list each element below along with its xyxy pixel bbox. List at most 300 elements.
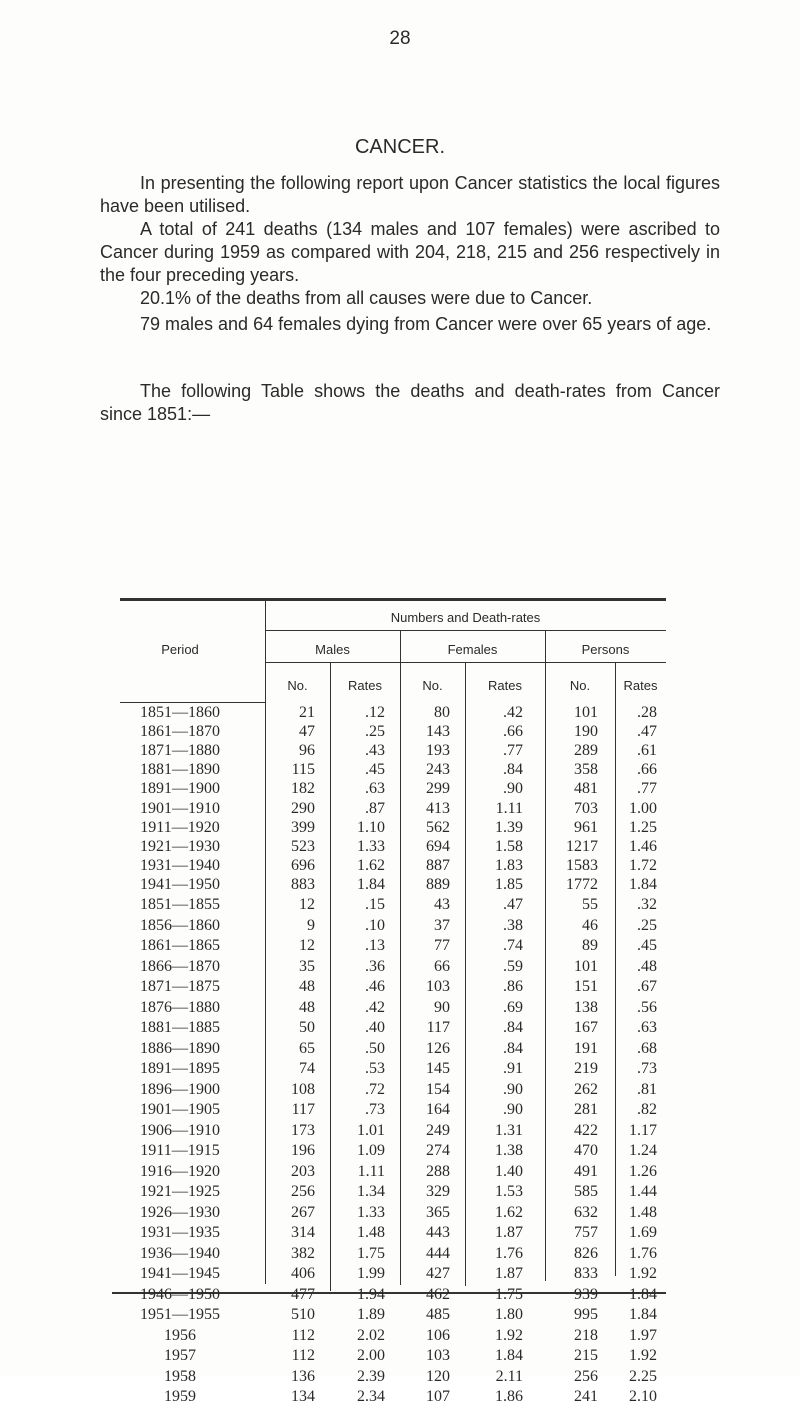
females-no-cell: 66 xyxy=(434,957,450,975)
males-no-cell: 50 xyxy=(299,1019,315,1036)
females-no-cell: 299 xyxy=(426,780,450,798)
females-rate-cell: .74 xyxy=(503,937,523,954)
period-cell: 1901—1910 xyxy=(140,799,220,817)
period-cell: 1956 xyxy=(164,1326,196,1344)
males-no-cell: 74 xyxy=(299,1060,315,1077)
females-no-cell: 77 xyxy=(434,937,450,954)
period-cell: 1886—1890 xyxy=(140,1039,220,1057)
males-no-cell: 203 xyxy=(291,1162,315,1180)
males-rate-cell: 1.09 xyxy=(357,1142,385,1159)
persons-rate-cell: 1.92 xyxy=(629,1347,657,1364)
males-no-cell: 117 xyxy=(291,1101,315,1118)
females-no-cell: 427 xyxy=(426,1265,450,1282)
females-rate-cell: 1.31 xyxy=(495,1121,523,1139)
period-cell: 1931—1935 xyxy=(140,1224,220,1241)
males-no-cell: 108 xyxy=(291,1080,315,1098)
females-no-cell: 80 xyxy=(434,704,450,721)
period-cell: 1946—1950 xyxy=(140,1285,220,1303)
females-rate-cell: 1.87 xyxy=(495,1224,523,1241)
males-no-cell: 267 xyxy=(291,1203,315,1221)
females-no-cell: 889 xyxy=(426,875,450,893)
males-no-cell: 134 xyxy=(291,1388,315,1405)
paragraph: 79 males and 64 females dying from Cancer were over 65 years of age. xyxy=(140,314,712,334)
females-no-cell: 117 xyxy=(426,1019,450,1036)
females-rate-cell: 1.38 xyxy=(495,1142,523,1159)
females-rate-cell: .90 xyxy=(503,1101,523,1118)
females-rate-cell: .66 xyxy=(503,723,523,741)
males-no-cell: 112 xyxy=(291,1347,315,1364)
table-row xyxy=(120,704,666,723)
persons-rate-cell: 1.00 xyxy=(629,799,657,817)
males-no-cell: 182 xyxy=(291,780,315,798)
persons-no-cell: 151 xyxy=(574,978,598,995)
females-rate-cell: 1.87 xyxy=(495,1265,523,1282)
table-row xyxy=(120,761,666,780)
females-no-cell: 37 xyxy=(434,916,450,934)
females-rates-header: Rates xyxy=(488,678,522,693)
males-no-cell: 290 xyxy=(291,799,315,817)
males-no-cell: 12 xyxy=(299,896,315,913)
males-no-cell: 477 xyxy=(291,1285,315,1303)
persons-no-cell: 961 xyxy=(574,818,598,836)
males-rate-cell: 1.01 xyxy=(357,1121,385,1139)
table-row xyxy=(120,1368,666,1387)
females-rate-cell: 1.58 xyxy=(495,837,523,855)
persons-rate-cell: .66 xyxy=(637,761,657,779)
females-rate-cell: 1.80 xyxy=(495,1306,523,1323)
persons-no-cell: 46 xyxy=(582,916,598,934)
females-no-cell: 694 xyxy=(426,837,450,855)
males-no-cell: 35 xyxy=(299,957,315,975)
males-rate-cell: .50 xyxy=(365,1039,385,1057)
table-row xyxy=(120,978,666,997)
females-no-cell: 288 xyxy=(426,1162,450,1180)
persons-no-cell: 55 xyxy=(582,896,598,913)
males-rate-cell: 1.11 xyxy=(357,1162,385,1180)
females-rate-cell: 1.40 xyxy=(495,1162,523,1180)
table-row xyxy=(120,1388,666,1407)
females-no-cell: 107 xyxy=(426,1388,450,1405)
males-no-cell: 314 xyxy=(291,1224,315,1241)
females-rate-cell: 1.76 xyxy=(495,1244,523,1262)
males-no-cell: 112 xyxy=(291,1326,315,1344)
males-no-cell: 523 xyxy=(291,837,315,855)
males-rate-cell: .73 xyxy=(365,1101,385,1118)
page-number: 28 xyxy=(389,28,411,49)
females-no-cell: 126 xyxy=(426,1039,450,1057)
females-no-cell: 887 xyxy=(426,856,450,874)
period-cell: 1876—1880 xyxy=(140,998,220,1016)
males-rate-cell: 1.33 xyxy=(357,1203,385,1221)
females-rate-cell: .38 xyxy=(503,916,523,934)
persons-rate-cell: .68 xyxy=(637,1039,657,1057)
persons-rate-cell: 1.84 xyxy=(629,875,657,893)
persons-no-cell: 470 xyxy=(574,1142,598,1159)
table-row xyxy=(120,819,666,838)
females-no-cell: 164 xyxy=(426,1101,450,1118)
persons-no-cell: 262 xyxy=(574,1080,598,1098)
persons-rate-cell: 1.72 xyxy=(629,856,657,874)
persons-rate-cell: 1.26 xyxy=(629,1162,657,1180)
period-cell: 1911—1920 xyxy=(140,818,220,836)
persons-rate-cell: 1.76 xyxy=(629,1244,657,1262)
persons-no-cell: 491 xyxy=(574,1162,598,1180)
period-cell: 1851—1860 xyxy=(140,704,220,721)
females-no-cell: 43 xyxy=(434,896,450,913)
persons-rate-cell: .77 xyxy=(637,780,657,798)
period-cell: 1871—1880 xyxy=(140,742,220,760)
females-no-cell: 106 xyxy=(426,1326,450,1344)
females-rate-cell: .69 xyxy=(503,998,523,1016)
males-no-cell: 883 xyxy=(291,875,315,893)
persons-no-cell: 757 xyxy=(574,1224,598,1241)
females-no-cell: 443 xyxy=(426,1224,450,1241)
females-rate-cell: .42 xyxy=(503,704,523,721)
persons-rate-cell: .28 xyxy=(637,704,657,721)
persons-rate-cell: 1.17 xyxy=(629,1121,657,1139)
persons-rate-cell: 1.84 xyxy=(629,1285,657,1303)
females-rate-cell: 2.11 xyxy=(495,1367,523,1385)
period-cell: 1926—1930 xyxy=(140,1203,220,1221)
males-no-cell: 256 xyxy=(291,1183,315,1200)
males-rate-cell: 1.48 xyxy=(357,1224,385,1241)
males-rate-cell: 2.34 xyxy=(357,1388,385,1405)
males-rate-cell: .36 xyxy=(365,957,385,975)
persons-rate-cell: .81 xyxy=(637,1080,657,1098)
females-rate-cell: .90 xyxy=(503,1080,523,1098)
table-row xyxy=(120,1327,666,1346)
table-row xyxy=(120,1163,666,1182)
persons-rate-cell: .25 xyxy=(637,916,657,934)
females-rate-cell: 1.75 xyxy=(495,1285,523,1303)
persons-rate-cell: 1.92 xyxy=(629,1265,657,1282)
period-header: Period xyxy=(161,642,199,657)
males-no-cell: 136 xyxy=(291,1367,315,1385)
persons-no-cell: 358 xyxy=(574,761,598,779)
persons-rate-cell: 2.25 xyxy=(629,1367,657,1385)
males-no-cell: 9 xyxy=(307,916,315,934)
persons-rate-cell: .45 xyxy=(637,937,657,954)
persons-no-cell: 826 xyxy=(574,1244,598,1262)
females-no-cell: 562 xyxy=(426,818,450,836)
females-no-cell: 90 xyxy=(434,998,450,1016)
persons-no-cell: 101 xyxy=(574,957,598,975)
period-cell: 1881—1885 xyxy=(140,1019,220,1036)
males-rate-cell: .12 xyxy=(365,704,385,721)
persons-rate-cell: 1.25 xyxy=(629,818,657,836)
period-cell: 1851—1855 xyxy=(140,896,220,913)
period-cell: 1951—1955 xyxy=(140,1306,220,1323)
females-rate-cell: 1.92 xyxy=(495,1326,523,1344)
persons-rate-cell: 1.44 xyxy=(629,1183,657,1200)
males-no-cell: 173 xyxy=(291,1121,315,1139)
females-rate-cell: 1.84 xyxy=(495,1347,523,1364)
males-rates-header: Rates xyxy=(348,678,382,693)
males-no-cell: 65 xyxy=(299,1039,315,1057)
males-no-cell: 399 xyxy=(291,818,315,836)
period-cell: 1906—1910 xyxy=(140,1121,220,1139)
females-no-cell: 485 xyxy=(426,1306,450,1323)
header-rule xyxy=(265,630,666,631)
females-rate-cell: 1.83 xyxy=(495,856,523,874)
persons-rate-cell: .56 xyxy=(637,998,657,1016)
paragraph: 20.1% of the deaths from all causes were due to Cancer. xyxy=(140,288,593,308)
males-no-cell: 96 xyxy=(299,742,315,760)
males-rate-cell: .43 xyxy=(365,742,385,760)
females-rate-cell: 1.62 xyxy=(495,1203,523,1221)
males-no-cell: 196 xyxy=(291,1142,315,1159)
females-rate-cell: 1.85 xyxy=(495,875,523,893)
males-no-header: No. xyxy=(287,678,308,693)
females-no-cell: 143 xyxy=(426,723,450,741)
persons-rate-cell: 1.69 xyxy=(629,1224,657,1241)
females-rate-cell: 1.86 xyxy=(495,1388,523,1405)
persons-no-header: No. xyxy=(569,678,591,693)
females-no-cell: 243 xyxy=(426,761,450,779)
males-no-cell: 696 xyxy=(291,856,315,874)
males-rate-cell: 1.33 xyxy=(357,837,385,855)
persons-no-cell: 939 xyxy=(574,1285,598,1303)
males-no-cell: 12 xyxy=(299,937,315,954)
persons-no-cell: 101 xyxy=(574,704,598,721)
table-row xyxy=(120,723,666,742)
males-rate-cell: 1.10 xyxy=(357,818,385,836)
persons-no-cell: 241 xyxy=(574,1388,598,1405)
persons-rate-cell: 2.10 xyxy=(629,1388,657,1405)
persons-rate-cell: .73 xyxy=(637,1060,657,1077)
period-cell: 1959 xyxy=(164,1388,196,1405)
persons-no-cell: 585 xyxy=(574,1183,598,1200)
period-cell: 1941—1945 xyxy=(140,1265,220,1282)
females-rate-cell: 1.11 xyxy=(495,799,523,817)
males-rate-cell: 1.94 xyxy=(357,1285,385,1303)
persons-rate-cell: .47 xyxy=(637,723,657,741)
males-rate-cell: 1.84 xyxy=(357,875,385,893)
period-cell: 1891—1895 xyxy=(140,1060,220,1077)
persons-rate-cell: .48 xyxy=(637,957,657,975)
persons-rate-cell: .63 xyxy=(637,1019,657,1036)
males-rate-cell: .87 xyxy=(365,799,385,817)
persons-rate-cell: 1.97 xyxy=(629,1326,657,1344)
males-rate-cell: .45 xyxy=(365,761,385,779)
paragraph: The following Table shows the deaths and death-rates from Cancer since 1851:— xyxy=(100,381,720,424)
period-cell: 1931—1940 xyxy=(140,856,220,874)
persons-no-cell: 481 xyxy=(574,780,598,798)
females-no-cell: 444 xyxy=(426,1244,450,1262)
table-row xyxy=(120,1040,666,1059)
period-rule xyxy=(120,702,265,703)
table-row xyxy=(120,1265,666,1284)
table-row xyxy=(120,958,666,977)
persons-no-cell: 995 xyxy=(574,1306,598,1323)
persons-no-cell: 218 xyxy=(574,1326,598,1344)
period-cell: 1871—1875 xyxy=(140,978,220,995)
paragraph: In presenting the following report upon Cancer statistics the local figures have been utilised. xyxy=(100,173,720,216)
males-rate-cell: .42 xyxy=(365,998,385,1016)
males-rate-cell: 1.34 xyxy=(357,1183,385,1200)
period-cell: 1916—1920 xyxy=(140,1162,220,1180)
period-cell: 1866—1870 xyxy=(140,957,220,975)
females-no-cell: 154 xyxy=(426,1080,450,1098)
period-cell: 1958 xyxy=(164,1367,196,1385)
period-cell: 1911—1915 xyxy=(140,1142,220,1159)
males-no-cell: 510 xyxy=(291,1306,315,1323)
table-row xyxy=(120,1286,666,1305)
period-cell: 1856—1860 xyxy=(140,916,220,934)
males-no-cell: 48 xyxy=(299,978,315,995)
period-cell: 1957 xyxy=(164,1347,196,1364)
females-rate-cell: .91 xyxy=(503,1060,523,1077)
table-row xyxy=(120,1204,666,1223)
persons-no-cell: 89 xyxy=(582,937,598,954)
persons-no-cell: 215 xyxy=(574,1347,598,1364)
females-header: Females xyxy=(447,642,498,657)
persons-no-cell: 703 xyxy=(574,799,598,817)
table-row xyxy=(120,896,666,915)
table-row xyxy=(120,857,666,876)
females-no-cell: 274 xyxy=(426,1142,450,1159)
persons-rate-cell: .32 xyxy=(637,896,657,913)
persons-no-cell: 289 xyxy=(574,742,598,760)
period-cell: 1921—1925 xyxy=(140,1183,220,1200)
table-row xyxy=(120,1019,666,1038)
period-cell: 1861—1870 xyxy=(140,723,220,741)
males-no-cell: 47 xyxy=(299,723,315,741)
persons-no-cell: 219 xyxy=(574,1060,598,1077)
persons-no-cell: 167 xyxy=(574,1019,598,1036)
period-cell: 1861—1865 xyxy=(140,937,220,954)
period-cell: 1936—1940 xyxy=(140,1244,220,1262)
table-row xyxy=(120,1101,666,1120)
persons-no-cell: 632 xyxy=(574,1203,598,1221)
persons-no-cell: 191 xyxy=(574,1039,598,1057)
females-no-cell: 145 xyxy=(426,1060,450,1077)
males-rate-cell: 2.02 xyxy=(357,1326,385,1344)
persons-no-cell: 1583 xyxy=(566,856,598,874)
table-row xyxy=(120,917,666,936)
males-rate-cell: 1.62 xyxy=(357,856,385,874)
males-no-cell: 406 xyxy=(291,1265,315,1282)
females-no-cell: 103 xyxy=(426,1347,450,1364)
page-title: CANCER. xyxy=(354,136,445,158)
females-no-cell: 462 xyxy=(426,1285,450,1303)
males-rate-cell: .25 xyxy=(365,723,385,741)
table-row xyxy=(120,1060,666,1079)
females-rate-cell: .47 xyxy=(503,896,523,913)
persons-rate-cell: 1.48 xyxy=(629,1203,657,1221)
males-no-cell: 382 xyxy=(291,1244,315,1262)
table-row xyxy=(120,1081,666,1100)
persons-rate-cell: 1.84 xyxy=(629,1306,657,1323)
table-row xyxy=(120,937,666,956)
females-no-header: No. xyxy=(422,678,443,693)
period-cell: 1941—1950 xyxy=(140,875,220,893)
period-cell: 1896—1900 xyxy=(140,1080,220,1098)
persons-no-cell: 833 xyxy=(574,1265,598,1282)
table-row xyxy=(120,1142,666,1161)
persons-rate-cell: 1.24 xyxy=(629,1142,657,1159)
table-row xyxy=(120,1347,666,1366)
persons-no-cell: 190 xyxy=(574,723,598,741)
persons-header: Persons xyxy=(581,642,630,657)
paragraph: A total of 241 deaths (134 males and 107 females) were ascribed to Cancer during 1959 as compared with 204, 218, 215 and 256 respectively in the four preceding years. xyxy=(100,219,720,285)
females-rate-cell: 1.53 xyxy=(495,1183,523,1200)
males-no-cell: 21 xyxy=(299,704,315,721)
males-rate-cell: .46 xyxy=(365,978,385,995)
period-cell: 1881—1890 xyxy=(140,761,220,779)
table-top-rule xyxy=(120,598,666,601)
females-rate-cell: .86 xyxy=(503,978,523,995)
females-no-cell: 365 xyxy=(426,1203,450,1221)
group-header: Numbers and Death-rates xyxy=(390,610,541,625)
males-rate-cell: .10 xyxy=(365,916,385,934)
persons-no-cell: 256 xyxy=(574,1367,598,1385)
males-header: Males xyxy=(315,642,350,657)
table-row xyxy=(120,780,666,799)
males-no-cell: 115 xyxy=(291,761,315,779)
females-rate-cell: .59 xyxy=(503,957,523,975)
table-row xyxy=(120,742,666,761)
persons-rate-cell: .61 xyxy=(637,742,657,760)
males-rate-cell: .53 xyxy=(365,1060,385,1077)
table-row xyxy=(120,1306,666,1325)
table-row xyxy=(120,1224,666,1243)
period-cell: 1921—1930 xyxy=(140,837,220,855)
table-row xyxy=(120,1183,666,1202)
males-rate-cell: .72 xyxy=(365,1080,385,1098)
persons-no-cell: 138 xyxy=(574,998,598,1016)
males-rate-cell: .15 xyxy=(365,896,385,913)
table-row xyxy=(120,800,666,819)
females-rate-cell: .77 xyxy=(503,742,523,760)
males-rate-cell: 1.75 xyxy=(357,1244,385,1262)
males-rate-cell: 2.00 xyxy=(357,1347,385,1364)
females-no-cell: 329 xyxy=(426,1183,450,1200)
males-rate-cell: 1.99 xyxy=(357,1265,385,1282)
persons-rate-cell: 1.46 xyxy=(629,837,657,855)
females-rate-cell: .84 xyxy=(503,1039,523,1057)
males-rate-cell: .63 xyxy=(365,780,385,798)
persons-rate-cell: .67 xyxy=(637,978,657,995)
females-rate-cell: .84 xyxy=(503,761,523,779)
females-rate-cell: 1.39 xyxy=(495,818,523,836)
females-no-cell: 103 xyxy=(426,978,450,995)
period-cell: 1901—1905 xyxy=(140,1101,220,1118)
persons-no-cell: 1772 xyxy=(566,875,598,893)
table-row xyxy=(120,876,666,895)
persons-no-cell: 422 xyxy=(574,1121,598,1139)
persons-rates-header: Rates xyxy=(623,678,658,693)
table-row xyxy=(120,1122,666,1141)
males-rate-cell: .40 xyxy=(365,1019,385,1036)
males-rate-cell: .13 xyxy=(365,937,385,954)
females-rate-cell: .84 xyxy=(503,1019,523,1036)
males-rate-cell: 2.39 xyxy=(357,1367,385,1385)
females-no-cell: 249 xyxy=(426,1121,450,1139)
persons-rate-cell: .82 xyxy=(637,1101,657,1118)
persons-no-cell: 1217 xyxy=(566,837,598,855)
period-cell: 1891—1900 xyxy=(140,780,220,798)
females-no-cell: 120 xyxy=(426,1367,450,1385)
males-no-cell: 48 xyxy=(299,998,315,1016)
females-no-cell: 193 xyxy=(426,742,450,760)
females-no-cell: 413 xyxy=(426,799,450,817)
females-rate-cell: .90 xyxy=(503,780,523,798)
table-row xyxy=(120,999,666,1018)
table-row xyxy=(120,1245,666,1264)
table-row xyxy=(120,838,666,857)
persons-no-cell: 281 xyxy=(574,1101,598,1118)
